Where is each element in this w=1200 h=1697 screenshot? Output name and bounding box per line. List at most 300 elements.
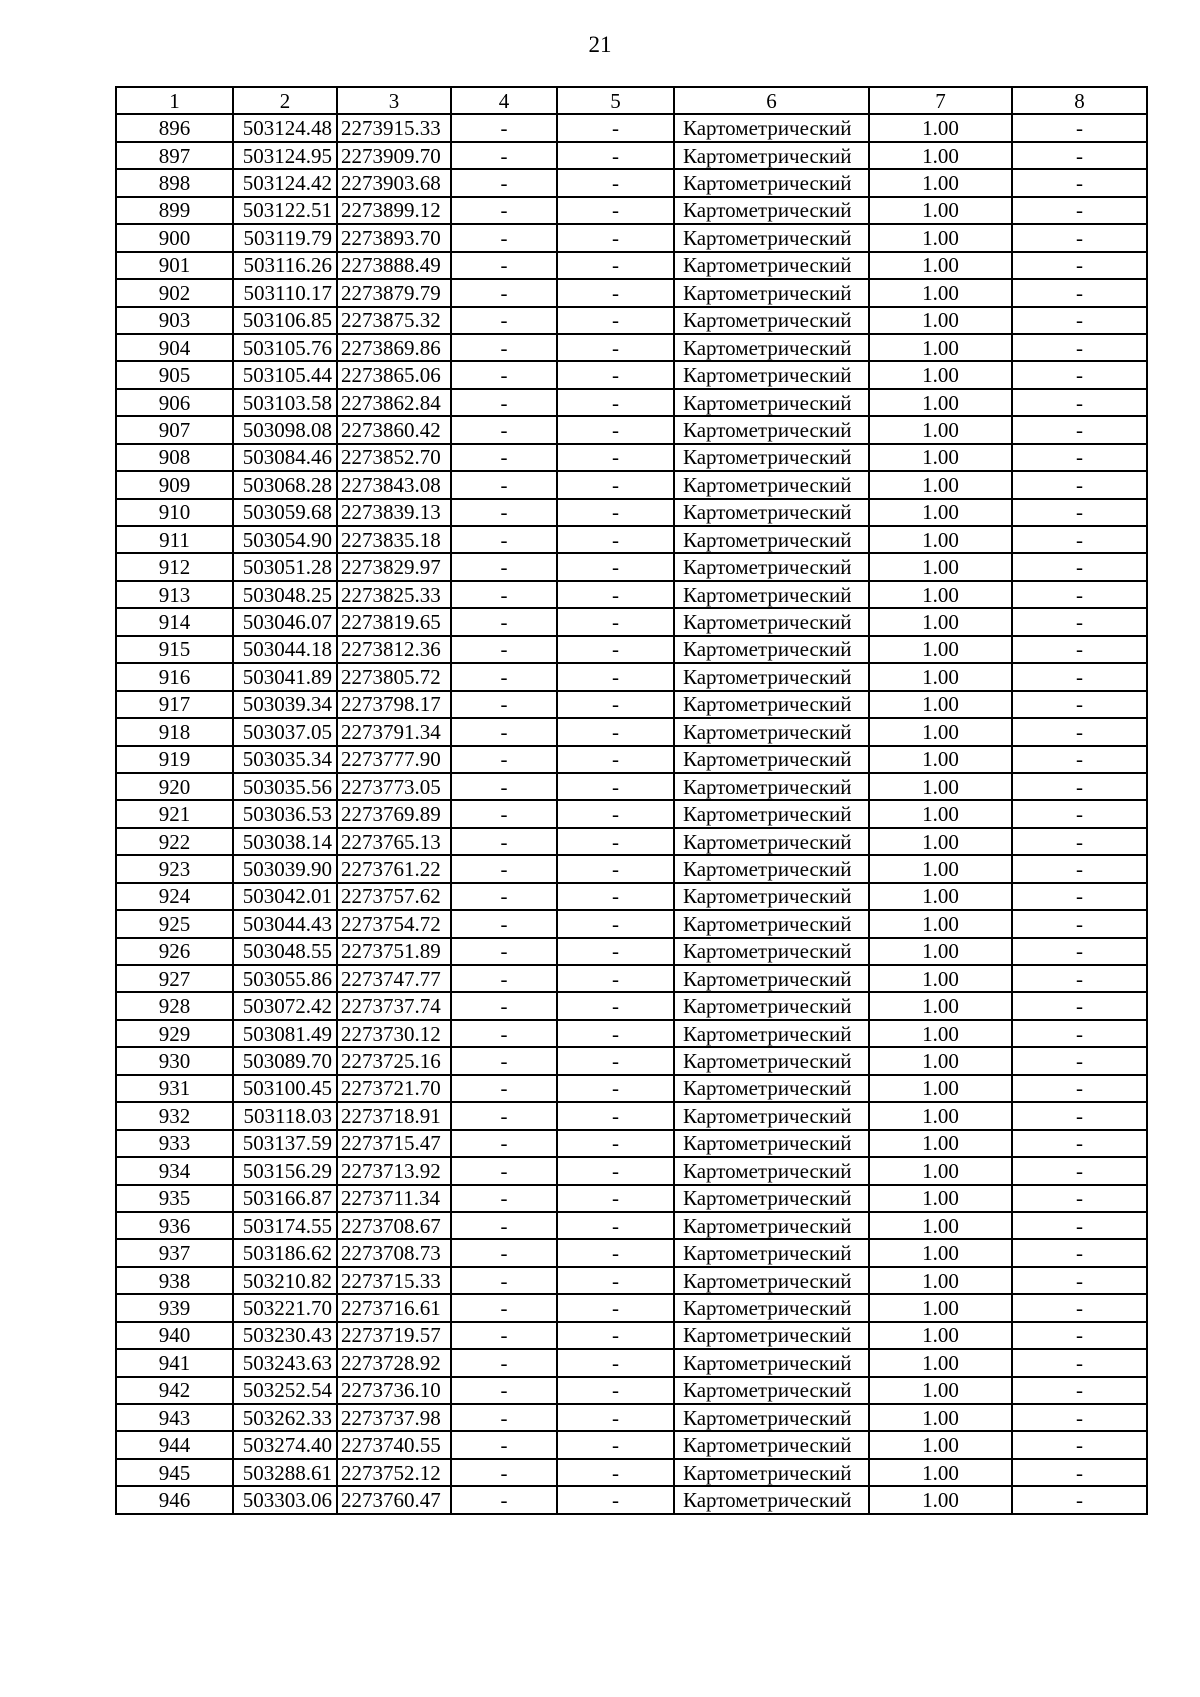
point-number-cell: 916 (116, 663, 233, 690)
col4-cell: - (451, 1020, 557, 1047)
col8-cell: - (1012, 800, 1147, 827)
method-cell: Картометрический (674, 499, 869, 526)
x-coordinate-cell: 503230.43 (233, 1322, 337, 1349)
col4-cell: - (451, 1486, 557, 1513)
col8-cell: - (1012, 1267, 1147, 1294)
table-body (116, 114, 1147, 1513)
col5-cell: - (557, 1459, 674, 1486)
point-number-cell: 915 (116, 636, 233, 663)
col8-cell: - (1012, 718, 1147, 745)
col5-cell: - (557, 1239, 674, 1266)
x-coordinate-cell: 503274.40 (233, 1431, 337, 1458)
point-number-cell: 927 (116, 965, 233, 992)
method-cell: Картометрический (674, 114, 869, 141)
accuracy-cell: 1.00 (869, 1102, 1012, 1129)
table-row (116, 828, 1147, 855)
x-coordinate-cell: 503039.90 (233, 855, 337, 882)
method-cell: Картометрический (674, 389, 869, 416)
method-cell: Картометрический (674, 581, 869, 608)
accuracy-cell: 1.00 (869, 1157, 1012, 1184)
y-coordinate-cell: 2273769.89 (337, 800, 451, 827)
accuracy-cell: 1.00 (869, 526, 1012, 553)
col4-cell: - (451, 1075, 557, 1102)
x-coordinate-cell: 503044.18 (233, 636, 337, 663)
y-coordinate-cell: 2273736.10 (337, 1377, 451, 1404)
col8-cell: - (1012, 169, 1147, 196)
x-coordinate-cell: 503252.54 (233, 1377, 337, 1404)
method-cell: Картометрический (674, 1239, 869, 1266)
point-number-cell: 896 (116, 114, 233, 141)
y-coordinate-cell: 2273773.05 (337, 773, 451, 800)
y-coordinate-cell: 2273737.98 (337, 1404, 451, 1431)
y-coordinate-cell: 2273740.55 (337, 1431, 451, 1458)
x-coordinate-cell: 503048.55 (233, 938, 337, 965)
table-row (116, 608, 1147, 635)
accuracy-cell: 1.00 (869, 444, 1012, 471)
x-coordinate-cell: 503081.49 (233, 1020, 337, 1047)
col4-cell: - (451, 197, 557, 224)
x-coordinate-cell: 503048.25 (233, 581, 337, 608)
accuracy-cell: 1.00 (869, 389, 1012, 416)
table-row (116, 197, 1147, 224)
col4-cell: - (451, 608, 557, 635)
y-coordinate-cell: 2273805.72 (337, 663, 451, 690)
table-row (116, 1267, 1147, 1294)
col8-cell: - (1012, 1486, 1147, 1513)
col5-cell: - (557, 1431, 674, 1458)
y-coordinate-cell: 2273893.70 (337, 224, 451, 251)
accuracy-cell: 1.00 (869, 1075, 1012, 1102)
method-cell: Картометрический (674, 855, 869, 882)
method-cell: Картометрический (674, 718, 869, 745)
table-row (116, 910, 1147, 937)
table-row (116, 1377, 1147, 1404)
col5-cell: - (557, 1185, 674, 1212)
point-number-cell: 941 (116, 1349, 233, 1376)
table-row (116, 1047, 1147, 1074)
point-number-cell: 928 (116, 992, 233, 1019)
method-cell: Картометрический (674, 471, 869, 498)
table-row (116, 1212, 1147, 1239)
col4-cell: - (451, 307, 557, 334)
y-coordinate-cell: 2273715.47 (337, 1130, 451, 1157)
col5-cell: - (557, 691, 674, 718)
accuracy-cell: 1.00 (869, 800, 1012, 827)
col5-cell: - (557, 938, 674, 965)
table-row (116, 1130, 1147, 1157)
col4-cell: - (451, 416, 557, 443)
point-number-cell: 926 (116, 938, 233, 965)
y-coordinate-cell: 2273715.33 (337, 1267, 451, 1294)
table-row (116, 553, 1147, 580)
table-row (116, 169, 1147, 196)
table-row (116, 1020, 1147, 1047)
method-cell: Картометрический (674, 636, 869, 663)
accuracy-cell: 1.00 (869, 718, 1012, 745)
y-coordinate-cell: 2273728.92 (337, 1349, 451, 1376)
y-coordinate-cell: 2273798.17 (337, 691, 451, 718)
method-cell: Картометрический (674, 553, 869, 580)
column-header: 4 (451, 87, 557, 114)
col5-cell: - (557, 883, 674, 910)
col5-cell: - (557, 471, 674, 498)
x-coordinate-cell: 503106.85 (233, 307, 337, 334)
x-coordinate-cell: 503124.42 (233, 169, 337, 196)
x-coordinate-cell: 503174.55 (233, 1212, 337, 1239)
col8-cell: - (1012, 1020, 1147, 1047)
accuracy-cell: 1.00 (869, 553, 1012, 580)
table-row (116, 965, 1147, 992)
col8-cell: - (1012, 965, 1147, 992)
table-row (116, 444, 1147, 471)
method-cell: Картометрический (674, 224, 869, 251)
point-number-cell: 904 (116, 334, 233, 361)
point-number-cell: 936 (116, 1212, 233, 1239)
accuracy-cell: 1.00 (869, 279, 1012, 306)
method-cell: Картометрический (674, 334, 869, 361)
y-coordinate-cell: 2273708.67 (337, 1212, 451, 1239)
point-number-cell: 921 (116, 800, 233, 827)
accuracy-cell: 1.00 (869, 361, 1012, 388)
point-number-cell: 911 (116, 526, 233, 553)
x-coordinate-cell: 503221.70 (233, 1294, 337, 1321)
table-row (116, 663, 1147, 690)
col5-cell: - (557, 361, 674, 388)
accuracy-cell: 1.00 (869, 1404, 1012, 1431)
table-row (116, 307, 1147, 334)
point-number-cell: 912 (116, 553, 233, 580)
x-coordinate-cell: 503068.28 (233, 471, 337, 498)
point-number-cell: 901 (116, 252, 233, 279)
point-number-cell: 940 (116, 1322, 233, 1349)
x-coordinate-cell: 503116.26 (233, 252, 337, 279)
y-coordinate-cell: 2273718.91 (337, 1102, 451, 1129)
col8-cell: - (1012, 1322, 1147, 1349)
col4-cell: - (451, 334, 557, 361)
table-row (116, 1157, 1147, 1184)
y-coordinate-cell: 2273713.92 (337, 1157, 451, 1184)
table-row (116, 1102, 1147, 1129)
point-number-cell: 931 (116, 1075, 233, 1102)
accuracy-cell: 1.00 (869, 1486, 1012, 1513)
column-header: 2 (233, 87, 337, 114)
col8-cell: - (1012, 224, 1147, 251)
col5-cell: - (557, 1047, 674, 1074)
method-cell: Картометрический (674, 1020, 869, 1047)
y-coordinate-cell: 2273791.34 (337, 718, 451, 745)
y-coordinate-cell: 2273839.13 (337, 499, 451, 526)
accuracy-cell: 1.00 (869, 1431, 1012, 1458)
method-cell: Картометрический (674, 608, 869, 635)
method-cell: Картометрический (674, 1377, 869, 1404)
point-number-cell: 917 (116, 691, 233, 718)
x-coordinate-cell: 503044.43 (233, 910, 337, 937)
col4-cell: - (451, 361, 557, 388)
col8-cell: - (1012, 334, 1147, 361)
table-row (116, 142, 1147, 169)
col8-cell: - (1012, 1239, 1147, 1266)
table-row (116, 938, 1147, 965)
col5-cell: - (557, 279, 674, 306)
point-number-cell: 932 (116, 1102, 233, 1129)
col4-cell: - (451, 1185, 557, 1212)
col5-cell: - (557, 1404, 674, 1431)
method-cell: Картометрический (674, 307, 869, 334)
table-row (116, 526, 1147, 553)
col8-cell: - (1012, 553, 1147, 580)
col8-cell: - (1012, 416, 1147, 443)
x-coordinate-cell: 503100.45 (233, 1075, 337, 1102)
col5-cell: - (557, 444, 674, 471)
col5-cell: - (557, 636, 674, 663)
y-coordinate-cell: 2273899.12 (337, 197, 451, 224)
x-coordinate-cell: 503118.03 (233, 1102, 337, 1129)
col8-cell: - (1012, 1377, 1147, 1404)
x-coordinate-cell: 503156.29 (233, 1157, 337, 1184)
col8-cell: - (1012, 581, 1147, 608)
col4-cell: - (451, 526, 557, 553)
point-number-cell: 898 (116, 169, 233, 196)
col5-cell: - (557, 965, 674, 992)
method-cell: Картометрический (674, 1157, 869, 1184)
method-cell: Картометрический (674, 279, 869, 306)
y-coordinate-cell: 2273909.70 (337, 142, 451, 169)
table-row (116, 581, 1147, 608)
col4-cell: - (451, 1157, 557, 1184)
col4-cell: - (451, 965, 557, 992)
col4-cell: - (451, 1294, 557, 1321)
method-cell: Картометрический (674, 1047, 869, 1074)
method-cell: Картометрический (674, 361, 869, 388)
method-cell: Картометрический (674, 1130, 869, 1157)
col4-cell: - (451, 828, 557, 855)
point-number-cell: 900 (116, 224, 233, 251)
accuracy-cell: 1.00 (869, 773, 1012, 800)
x-coordinate-cell: 503055.86 (233, 965, 337, 992)
method-cell: Картометрический (674, 1294, 869, 1321)
x-coordinate-cell: 503036.53 (233, 800, 337, 827)
col5-cell: - (557, 1075, 674, 1102)
accuracy-cell: 1.00 (869, 855, 1012, 882)
col8-cell: - (1012, 252, 1147, 279)
x-coordinate-cell: 503098.08 (233, 416, 337, 443)
method-cell: Картометрический (674, 142, 869, 169)
col5-cell: - (557, 1349, 674, 1376)
accuracy-cell: 1.00 (869, 1322, 1012, 1349)
col8-cell: - (1012, 1404, 1147, 1431)
method-cell: Картометрический (674, 773, 869, 800)
method-cell: Картометрический (674, 663, 869, 690)
point-number-cell: 930 (116, 1047, 233, 1074)
point-number-cell: 933 (116, 1130, 233, 1157)
col5-cell: - (557, 1267, 674, 1294)
col5-cell: - (557, 1157, 674, 1184)
table-row (116, 471, 1147, 498)
col5-cell: - (557, 1212, 674, 1239)
accuracy-cell: 1.00 (869, 471, 1012, 498)
col4-cell: - (451, 444, 557, 471)
col5-cell: - (557, 828, 674, 855)
col5-cell: - (557, 1130, 674, 1157)
col8-cell: - (1012, 691, 1147, 718)
col4-cell: - (451, 773, 557, 800)
accuracy-cell: 1.00 (869, 224, 1012, 251)
accuracy-cell: 1.00 (869, 307, 1012, 334)
accuracy-cell: 1.00 (869, 1047, 1012, 1074)
x-coordinate-cell: 503288.61 (233, 1459, 337, 1486)
method-cell: Картометрический (674, 1322, 869, 1349)
method-cell: Картометрический (674, 1349, 869, 1376)
point-number-cell: 907 (116, 416, 233, 443)
column-header: 1 (116, 87, 233, 114)
col8-cell: - (1012, 938, 1147, 965)
col8-cell: - (1012, 663, 1147, 690)
col4-cell: - (451, 389, 557, 416)
point-number-cell: 944 (116, 1431, 233, 1458)
col4-cell: - (451, 992, 557, 1019)
table-row (116, 718, 1147, 745)
accuracy-cell: 1.00 (869, 1349, 1012, 1376)
col5-cell: - (557, 992, 674, 1019)
col8-cell: - (1012, 307, 1147, 334)
col8-cell: - (1012, 773, 1147, 800)
y-coordinate-cell: 2273719.57 (337, 1322, 451, 1349)
col4-cell: - (451, 1377, 557, 1404)
col4-cell: - (451, 1267, 557, 1294)
accuracy-cell: 1.00 (869, 334, 1012, 361)
col8-cell: - (1012, 1102, 1147, 1129)
col4-cell: - (451, 636, 557, 663)
point-number-cell: 914 (116, 608, 233, 635)
method-cell: Картометрический (674, 1267, 869, 1294)
method-cell: Картометрический (674, 1102, 869, 1129)
col5-cell: - (557, 553, 674, 580)
y-coordinate-cell: 2273716.61 (337, 1294, 451, 1321)
col5-cell: - (557, 910, 674, 937)
point-number-cell: 939 (116, 1294, 233, 1321)
col4-cell: - (451, 663, 557, 690)
col5-cell: - (557, 142, 674, 169)
y-coordinate-cell: 2273852.70 (337, 444, 451, 471)
x-coordinate-cell: 503042.01 (233, 883, 337, 910)
column-header: 6 (674, 87, 869, 114)
column-header: 8 (1012, 87, 1147, 114)
point-number-cell: 897 (116, 142, 233, 169)
point-number-cell: 910 (116, 499, 233, 526)
table-row (116, 1185, 1147, 1212)
col4-cell: - (451, 581, 557, 608)
col4-cell: - (451, 883, 557, 910)
y-coordinate-cell: 2273777.90 (337, 746, 451, 773)
table-row (116, 1322, 1147, 1349)
method-cell: Картометрический (674, 1075, 869, 1102)
col8-cell: - (1012, 471, 1147, 498)
point-number-cell: 902 (116, 279, 233, 306)
method-cell: Картометрический (674, 444, 869, 471)
y-coordinate-cell: 2273737.74 (337, 992, 451, 1019)
x-coordinate-cell: 503186.62 (233, 1239, 337, 1266)
col5-cell: - (557, 307, 674, 334)
col4-cell: - (451, 1102, 557, 1129)
col4-cell: - (451, 252, 557, 279)
x-coordinate-cell: 503110.17 (233, 279, 337, 306)
col4-cell: - (451, 691, 557, 718)
accuracy-cell: 1.00 (869, 1185, 1012, 1212)
accuracy-cell: 1.00 (869, 416, 1012, 443)
x-coordinate-cell: 503072.42 (233, 992, 337, 1019)
col5-cell: - (557, 1294, 674, 1321)
col5-cell: - (557, 746, 674, 773)
x-coordinate-cell: 503166.87 (233, 1185, 337, 1212)
table-row (116, 224, 1147, 251)
y-coordinate-cell: 2273765.13 (337, 828, 451, 855)
column-header: 3 (337, 87, 451, 114)
coordinates-table (115, 86, 1148, 1515)
col5-cell: - (557, 1377, 674, 1404)
y-coordinate-cell: 2273760.47 (337, 1486, 451, 1513)
col8-cell: - (1012, 855, 1147, 882)
accuracy-cell: 1.00 (869, 252, 1012, 279)
x-coordinate-cell: 503084.46 (233, 444, 337, 471)
col5-cell: - (557, 114, 674, 141)
col8-cell: - (1012, 444, 1147, 471)
col5-cell: - (557, 169, 674, 196)
col8-cell: - (1012, 1212, 1147, 1239)
y-coordinate-cell: 2273754.72 (337, 910, 451, 937)
table-row (116, 1349, 1147, 1376)
point-number-cell: 922 (116, 828, 233, 855)
accuracy-cell: 1.00 (869, 581, 1012, 608)
accuracy-cell: 1.00 (869, 691, 1012, 718)
col8-cell: - (1012, 142, 1147, 169)
col5-cell: - (557, 389, 674, 416)
y-coordinate-cell: 2273903.68 (337, 169, 451, 196)
y-coordinate-cell: 2273751.89 (337, 938, 451, 965)
method-cell: Картометрический (674, 416, 869, 443)
col5-cell: - (557, 252, 674, 279)
accuracy-cell: 1.00 (869, 663, 1012, 690)
col8-cell: - (1012, 883, 1147, 910)
accuracy-cell: 1.00 (869, 1239, 1012, 1266)
x-coordinate-cell: 503037.05 (233, 718, 337, 745)
method-cell: Картометрический (674, 1185, 869, 1212)
col8-cell: - (1012, 636, 1147, 663)
col8-cell: - (1012, 279, 1147, 306)
point-number-cell: 920 (116, 773, 233, 800)
method-cell: Картометрический (674, 1431, 869, 1458)
method-cell: Картометрический (674, 252, 869, 279)
table-row (116, 636, 1147, 663)
col4-cell: - (451, 553, 557, 580)
x-coordinate-cell: 503243.63 (233, 1349, 337, 1376)
accuracy-cell: 1.00 (869, 197, 1012, 224)
col4-cell: - (451, 1349, 557, 1376)
x-coordinate-cell: 503054.90 (233, 526, 337, 553)
accuracy-cell: 1.00 (869, 499, 1012, 526)
col4-cell: - (451, 718, 557, 745)
column-header: 7 (869, 87, 1012, 114)
accuracy-cell: 1.00 (869, 169, 1012, 196)
y-coordinate-cell: 2273869.86 (337, 334, 451, 361)
point-number-cell: 924 (116, 883, 233, 910)
col4-cell: - (451, 800, 557, 827)
col8-cell: - (1012, 828, 1147, 855)
point-number-cell: 938 (116, 1267, 233, 1294)
point-number-cell: 937 (116, 1239, 233, 1266)
table-row (116, 1075, 1147, 1102)
col4-cell: - (451, 1130, 557, 1157)
col8-cell: - (1012, 910, 1147, 937)
